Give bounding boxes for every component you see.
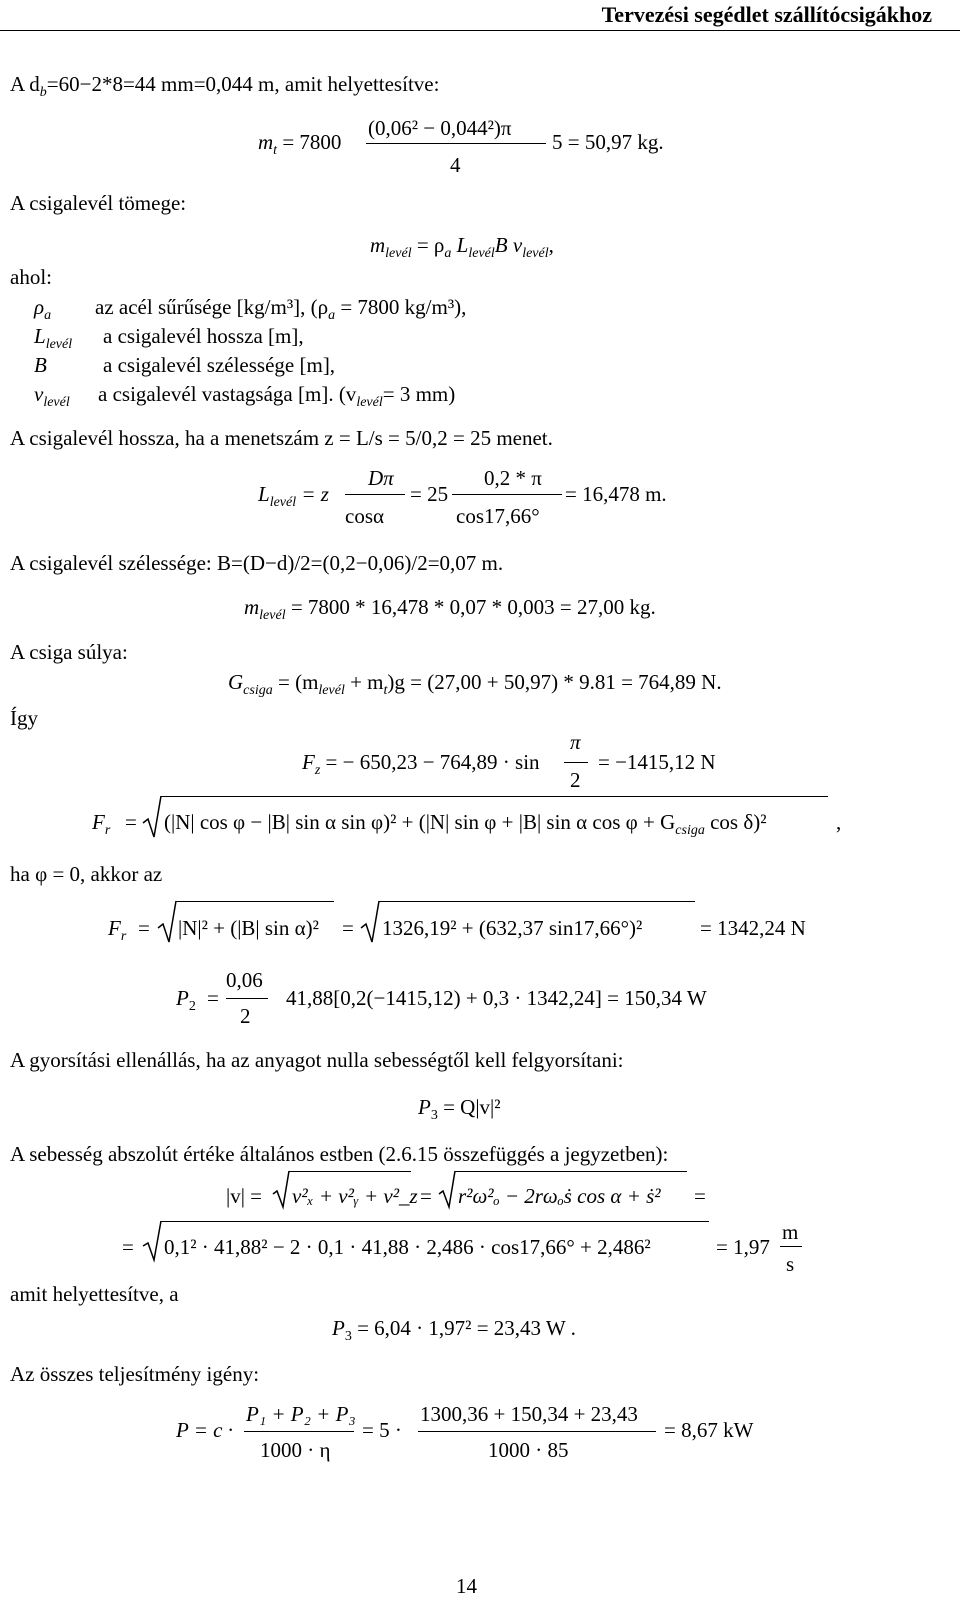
equation-G: $G_{csiga} = (m_{levél} + m_t)g = (27,00 + 50,97) * 9.81 = 764,89$ N. [228,670,722,699]
sqrt-sign [272,1170,290,1210]
tomeg-label: A csigalevél tömege: [10,191,187,215]
equation-P2: $P_2$ [176,986,196,1015]
equation-Fz-num: π [570,730,581,754]
equation-v-end: = [694,1184,706,1208]
definition-rho-text: az acél sűrűsége [kg/m³], ($\rho_a = 7800$ kg/m³), [95,295,467,324]
equation-Fr-body: (|N| cos φ − |B| sin α sin φ)² + (|N| sin φ + |B| sin α $\cos \varphi + G_{csiga}$ cos δ)² [164,810,767,839]
equation-mt-fraction-bar [366,143,546,144]
equation-mt-numerator: (0,06² − 0,044²)π [368,116,512,140]
sqrt-sign [142,795,162,841]
szelesseg-line: A csigalevél szélessége: B=(D−d)/2=(0,2−0,06)/2=0,07 m. [10,551,504,575]
equation-v-lhs: |v| = [226,1184,263,1208]
equation-L-bar2 [452,494,562,495]
gyorsitasi-line: A gyorsítási ellenállás, ha az anyagot nulla sebességtől kell felgyorsítani: [10,1048,624,1072]
equation-L-num2: 0,2 * π [484,466,542,490]
equation-P-eq5: = 5 · [362,1418,402,1442]
equation-Fr2-eq: = [138,916,150,940]
equation-P-den2: 1000 · 85 [488,1438,569,1462]
page-number: 14 [456,1574,477,1598]
sqrt-sign [157,900,177,946]
equation-v-rad1: v²ₓ + v²ᵧ + v²_z [292,1184,418,1208]
definition-rho: $\rho_a$ [34,295,52,324]
equation-Fr2: $F_r$ [108,916,127,945]
helyettesitve-line: amit helyettesítve, a [10,1282,179,1306]
equation-L-den2: cos17,66° [456,504,540,528]
equation-mt-denominator: 4 [450,153,461,177]
equation-mlevel: $m_{levél} = \rho_a$ $L_{levél}B$ $v_{levél}$, [370,233,554,262]
ha-phi-line: ha φ = 0, akkor az [10,862,163,886]
definition-v: $v_{levél}$ [34,382,70,411]
running-header: Tervezési segédlet szállítócsigákhoz [601,2,932,27]
equation-Fr2-result: = 1342,24 N [700,916,806,940]
radical-bar [161,1221,709,1222]
equation-mt: $m_t = 7800$ [258,130,342,159]
equation-P2-bar [226,998,268,999]
definition-L-text: a csigalevél hossza [m], [103,324,304,348]
equation-L-result: = 16,478 m. [565,482,667,506]
sqrt-sign [360,900,380,946]
equation-Fz: $F_z$ = − 650,23 − 764,89 · sin [302,750,540,779]
equation-v2-eq: = [122,1235,134,1259]
equation-P2-rhs: 41,88[0,2(−1415,12) + 0,3 · 1342,24] = 150,34 W [286,986,707,1010]
definition-B: B [34,353,47,377]
equation-v2-rad: 0,1² · 41,88² − 2 · 0,1 · 41,88 · 2,486 · cos17,66° + 2,486² [164,1235,651,1259]
equation-P2-num: 0,06 [226,968,263,992]
hossz-line: A csigalevél hossza, ha a menetszám z = L/s = 5/0,2 = 25 menet. [10,426,553,450]
equation-Fr-comma: , [836,810,842,834]
equation-Fr-eq: = [125,810,137,834]
equation-P-num1: P₁ + P₂ + P₃ [246,1402,356,1426]
igy-label: Így [10,706,38,730]
equation-P-den1: 1000 · η [260,1438,331,1462]
equation-Fz-den: 2 [570,768,581,792]
equation-P-num2: 1300,36 + 150,34 + 23,43 [420,1402,638,1426]
radical-bar [289,1171,411,1172]
suly-label: A csiga súlya: [10,640,128,664]
equation-v2-unit-den: s [786,1252,795,1276]
equation-v-rad2: r²ω²ₒ − 2rωₒṡ cos α + ṡ² [458,1184,661,1208]
equation-L-25: = 25 [410,482,449,506]
equation-Fr2-eq2: = [342,916,354,940]
equation-Fz-bar [564,762,588,763]
definition-v-text: a csigalevél vastagsága [m]. ($v_{levél}= 3$ mm) [98,382,456,411]
osszes-line: Az összes teljesítmény igény: [10,1362,260,1386]
equation-L-bar1 [345,494,405,495]
equation-v2-unit-num: m [782,1220,799,1244]
equation-v-eq: = [420,1184,432,1208]
equation-v2-result: = 1,97 [716,1235,770,1259]
radical-bar [161,796,828,797]
radical-bar [379,901,695,902]
equation-Fr2-body1: |N|² + (|B| sin α)² [178,916,319,940]
definition-B-text: a csigalevél szélessége [m], [103,353,336,377]
equation-v2-unit-bar [780,1246,802,1247]
definition-L: $L_{levél}$ [34,324,73,353]
equation-L: $L_{levél} = z$ [258,482,329,511]
equation-L-den1: cosα [345,504,384,528]
equation-P-bar2 [418,1431,656,1432]
equation-P2-eq: = [207,986,219,1010]
equation-P2-den: 2 [240,1004,251,1028]
equation-P3-numeric: $P_3 = 6,04 \cdot 1,97^2 = 23,43$ W . [332,1316,576,1345]
db-line: A $d_b=60-2*8=44$ mm=0,044 m, amit helyettesítve: [10,72,440,101]
sqrt-sign [142,1220,162,1264]
equation-P-bar1 [244,1431,354,1432]
equation-P-lhs: P = c · [176,1418,233,1442]
ahol-label: ahol: [10,265,52,289]
equation-Fz-result: = −1415,12 N [598,750,716,774]
equation-Fr2-body2: 1326,19² + (632,37 sin17,66°)² [382,916,643,940]
equation-mt-result: 5 = 50,97 kg. [552,130,664,154]
equation-P3: $P_3 = Q|v|^2$ [418,1095,501,1124]
equation-L-num1: Dπ [368,466,394,490]
equation-Fr: $F_r$ [92,810,111,839]
sqrt-sign [438,1170,456,1210]
radical-bar [455,1171,687,1172]
equation-mlevel-numeric: $m_{levél} = 7800 * 16,478 * 0,07 * 0,003 = 27,00$ kg. [244,595,656,624]
header-rule [0,30,960,31]
equation-P-result: = 8,67 kW [664,1418,754,1442]
sebesseg-line: A sebesség abszolút értéke általános estben (2.6.15 összefüggés a jegyzetben): [10,1142,669,1166]
radical-bar [176,901,334,902]
